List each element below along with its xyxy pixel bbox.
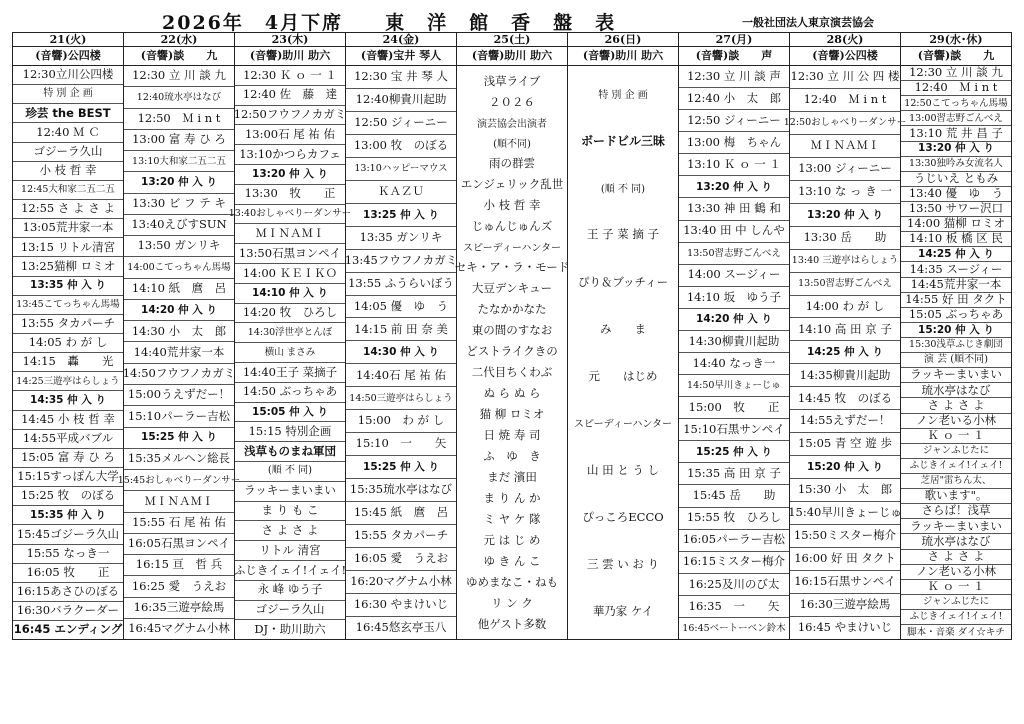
sound-staff: (音響)談 声	[679, 47, 789, 66]
program-row: 永 峰 ゆう子	[235, 581, 345, 601]
program-list	[346, 66, 456, 639]
program-row: 14:40 なっき一	[679, 353, 789, 375]
program-row: 13:40 田 中 しんや	[679, 221, 789, 243]
organization-name: 一般社団法人東京演芸協会	[742, 16, 874, 29]
performer-name: ぴっころECCO	[582, 509, 664, 524]
program-row: 16:25 愛 うえお	[124, 576, 234, 597]
sound-staff: (音響)公四楼	[13, 47, 123, 66]
sound-staff: (音響)助川 助六	[235, 47, 345, 66]
program-row: ふじきイェイ!イェイ!	[235, 561, 345, 581]
program-row: 15:00うえずだー！	[124, 385, 234, 406]
program-row: 12:40柳貴川起助	[346, 89, 456, 112]
program-row: 15:10パーラー吉松	[124, 406, 234, 427]
performer-name: み ま	[600, 321, 646, 336]
performer-name: 小 枝 哲 幸	[483, 197, 541, 212]
sound-staff: (音響)助川 助六	[568, 47, 678, 66]
program-row: 12:50おしゃべりーダンサー	[790, 112, 900, 135]
program-row: 16:45ベートーベン鈴木	[682, 622, 786, 634]
performer-name: 他ゲスト多数	[477, 617, 547, 632]
program-row: ゴジーラ久山	[235, 601, 345, 621]
program-row: 12:30 宝 井 琴 人	[346, 66, 456, 89]
program-row: 演 芸 (順不同)	[901, 353, 1011, 368]
program-row: 16:00 好 田 タクト	[790, 548, 900, 571]
program-row: 15:50ミスター梅介	[790, 525, 900, 548]
program-row: 15:45おしゃべりーダンサー	[124, 470, 234, 491]
day-column	[228, 33, 352, 639]
program-row: ふじきイェイ!イェイ!	[901, 610, 1011, 625]
performer-name: ボードビル三昧	[580, 133, 665, 148]
program-row: 15:05 ぶっちゃあ	[901, 308, 1011, 323]
intermission-row: 14:35 仲 入 り	[13, 391, 123, 410]
intermission-row: 13:20 仲 入 り	[235, 165, 345, 185]
program-row: 16:45マグナム小林	[128, 621, 230, 636]
program-row: 浅草ものまね軍団	[235, 442, 345, 462]
performer-name: まだ 濱田	[487, 470, 537, 485]
performer-name: 三 雲 い お り	[586, 557, 660, 572]
performer-name: ２０２６	[489, 94, 535, 109]
program-row: 14:40石 尾 祐 佑	[346, 364, 456, 387]
program-row: 13:45フウフノカガミ	[346, 250, 456, 273]
program-row: 15:55 石 尾 祐 佑	[124, 513, 234, 534]
intermission-row: 15:25 仲 入 り	[346, 456, 456, 479]
performer-name: (順 不 同)	[600, 184, 646, 196]
intermission-row: 14:30 仲 入 り	[346, 341, 456, 364]
program-row: 14:00こてっちゃん馬場	[124, 257, 234, 278]
day-date: 23(木)	[235, 33, 345, 47]
program-row: 14:25三遊亭はらしょう	[13, 372, 123, 391]
program-row: 13:10 荒 井 昌 子	[901, 126, 1011, 141]
program-row: 15:35琉水亭はなび	[346, 479, 456, 502]
performer-name: 王 子 菜 摘 子	[586, 227, 660, 242]
performer-name: ゆめまなこ・ねも	[466, 575, 558, 590]
program-row: うじいえ ともみ	[901, 172, 1011, 187]
day-date: 22(水)	[124, 33, 234, 47]
special-program	[454, 66, 570, 639]
program-row: 13:00 梅 ちゃん	[679, 132, 789, 154]
program-row: 12:40 Ｍ i n t	[790, 89, 900, 112]
performer-name: スピーディーハンター	[463, 242, 561, 254]
program-row: 12:40 小 太 郎	[679, 88, 789, 110]
program-row: 12:30 立 川 談 九	[124, 66, 234, 87]
day-column	[900, 33, 1011, 639]
program-row: 15:25 牧 のぼる	[13, 487, 123, 506]
program-row: 脚本・音楽 ダイ☆キチ	[907, 626, 1005, 638]
day-date: 25(土)	[457, 33, 567, 47]
performer-name: ミ ヤ ケ 隊	[483, 512, 541, 527]
program-row: 16:05 愛 うえお	[346, 548, 456, 571]
program-row: 16:15 亘 哲 兵	[124, 555, 234, 576]
program-row: (順 不 同)	[235, 462, 345, 482]
performer-name: ぴり＆ブッチィー	[577, 274, 669, 289]
performer-name: 雨の群雲	[489, 155, 535, 170]
intermission-row: 15:20 仲 入 り	[901, 323, 1011, 338]
day-column	[567, 33, 678, 639]
program-row: 13:30 神 田 鶴 和	[679, 198, 789, 220]
program-row: 13:40 三遊亭はらしょう	[790, 250, 900, 273]
program-row: 15:10 一 矢	[346, 433, 456, 456]
program-row: 14:10 坂 ゆう子	[679, 287, 789, 309]
performer-name: リ ン ク	[491, 596, 533, 611]
intermission-row: 14:10 仲 入 り	[235, 284, 345, 304]
program-row: 14:10 板 橋 区 民	[901, 232, 1011, 247]
program-row: 13:00 牧 のぼる	[346, 135, 456, 158]
intermission-row: 15:20 仲 入 り	[790, 456, 900, 479]
program-row: 16:25及川のび太	[679, 574, 789, 596]
program-row: 14:50フウフノカガミ	[124, 364, 234, 385]
day-column	[345, 33, 456, 639]
program-row: 16:15あさひのぼる	[13, 583, 123, 602]
program-row: 14:30 小 太 郎	[124, 321, 234, 342]
program-row: 14:00 猫柳 ロミオ	[901, 217, 1011, 232]
program-row: ＫＡＺＵ	[346, 181, 456, 204]
program-row: 12:30 立 川 公 四 楼	[790, 66, 900, 89]
program-row: 13:25猫柳 ロミオ	[13, 257, 123, 276]
day-column	[783, 33, 907, 639]
intermission-row: 14:20 仲 入 り	[679, 309, 789, 331]
performer-name: 華乃家 ケイ	[592, 604, 654, 619]
performer-name: どストライクきの	[466, 343, 558, 358]
intermission-row: 14:20 仲 入 り	[124, 300, 234, 321]
program-row: 琉水亭はなび	[901, 534, 1011, 549]
program-row: 15:30浅草ふじき劇団	[901, 338, 1011, 353]
program-row: 14:00 ＫＥＩＫＯ	[235, 264, 345, 284]
program-row: ま り も こ	[235, 502, 345, 522]
program-row: 14:50三遊亭はらしょう	[346, 387, 456, 410]
program-row: Ｋ ｏ 一 １	[901, 580, 1011, 595]
performer-name: エンジェリック乱世	[460, 176, 564, 191]
program-row: 16:15ミスター梅介	[679, 552, 789, 574]
program-row: ノン老いる小林	[901, 565, 1011, 580]
program-row: 15:35メルヘン総長	[124, 449, 234, 470]
program-row: 13:10大和家二五二五	[124, 151, 234, 172]
program-row: 13:50 サワー沢口	[901, 202, 1011, 217]
day-date: 27(月)	[679, 33, 789, 47]
program-row: 15:10石黒サンペイ	[679, 419, 789, 441]
program-row: ジャンふじたに	[901, 444, 1011, 459]
program-row: 13:10 Ｋ ｏ 一 １	[679, 154, 789, 176]
program-row: 16:45 やまけいじ	[797, 620, 893, 635]
program-row: 14:10 高 田 京 子	[790, 318, 900, 341]
program-row: 13:00習志野ごんべえ	[901, 111, 1011, 126]
program-row: 小 枝 哲 幸	[13, 162, 123, 181]
program-row: 15:35 高 田 京 子	[679, 463, 789, 485]
program-row: 13:10ハッピーマウス	[346, 158, 456, 181]
program-row: 13:45こてっちゃん馬場	[13, 296, 123, 315]
program-row: 特 別 企 画	[13, 85, 123, 104]
program-row: 13:10かつらカフェ	[235, 145, 345, 165]
program-row: ラッキーまいまい	[901, 519, 1011, 534]
program-row: 16:45 エンディング	[13, 622, 123, 637]
program-row: 15:45ゴジーラ久山	[13, 525, 123, 544]
program-row: 15:55 牧 ひろし	[679, 508, 789, 530]
sound-staff: (音響)公四楼	[790, 47, 900, 66]
program-list	[679, 66, 789, 639]
program-row: 15:40早川きょーじゅ	[790, 502, 900, 525]
program-row: 14:55えずだー！	[790, 410, 900, 433]
performer-name: 東の間のすなお	[471, 322, 553, 337]
performer-name: ま り ん か	[483, 491, 541, 506]
program-row: 歌います"。	[901, 489, 1011, 504]
program-row: 14:35 スージィー	[901, 262, 1011, 277]
performer-name: 二代目ちくわぶ	[471, 364, 553, 379]
program-row: 15:15 特別企画	[235, 422, 345, 442]
program-row: ジャンふじたに	[901, 595, 1011, 610]
program-row: 16:05 牧 正	[13, 564, 123, 583]
program-row: 14:20 牧 ひろし	[235, 304, 345, 324]
program-row: 16:35三遊亭絵馬	[124, 598, 234, 619]
day-date: 24(金)	[346, 33, 456, 47]
day-date: 26(日)	[568, 33, 678, 47]
performer-name: ふ ゆ き	[483, 449, 541, 464]
program-row: ラッキーまいまい	[901, 368, 1011, 383]
program-row: 14:45 牧 のぼる	[790, 387, 900, 410]
program-row: 14:15 轟 光	[13, 353, 123, 372]
program-row: 13:05荒井家一本	[13, 219, 123, 238]
program-row: 13:40おしゃべりーダンサー	[235, 205, 345, 225]
program-row: 16:15石黒サンペイ	[790, 571, 900, 594]
intermission-row: 14:25 仲 入 り	[901, 247, 1011, 262]
program-list	[228, 66, 352, 639]
program-row: 16:45悠玄亭玉八	[355, 620, 447, 635]
program-row: さ よ さ よ	[235, 521, 345, 541]
day-date: 21(火)	[13, 33, 123, 47]
program-row: 14:00 スージィー	[679, 265, 789, 287]
performer-name: 元 は じ め	[483, 533, 541, 548]
program-row: 15:55 タカパーチ	[346, 525, 456, 548]
program-row: Ｋ ｏ 一 １	[901, 429, 1011, 444]
program-row: 珍芸 the BEST	[13, 104, 123, 123]
sound-staff: (音響)宝井 琴人	[346, 47, 456, 66]
day-column	[117, 33, 241, 639]
program-row: 16:30 やまけいじ	[346, 594, 456, 617]
program-row: 14:50早川きょーじゅ	[679, 375, 789, 397]
program-row: 横山 まさみ	[235, 343, 345, 363]
program-row: 13:10 な っ き 一	[790, 181, 900, 204]
intermission-row: 15:35 仲 入 り	[13, 506, 123, 525]
program-row: ノン老いる小林	[901, 414, 1011, 429]
program-row: DJ・助川助六	[254, 621, 326, 636]
performer-name: 日 焼 寿 司	[483, 428, 541, 443]
page-title: 2026年 4月下席 東 洋 館 香 盤 表	[162, 12, 617, 34]
program-row: 13:40えびすSUN	[124, 215, 234, 236]
intermission-row: 13:35 仲 入 り	[13, 277, 123, 296]
program-row: 13:30 岳 助	[790, 227, 900, 250]
program-row: 12:50こてっちゃん馬場	[901, 96, 1011, 111]
program-row: 12:50 ジィーニー	[346, 112, 456, 135]
program-row: 14:40王子 菜摘子	[235, 363, 345, 383]
day-column	[454, 33, 570, 639]
performer-name: ぬ ら ぬ ら	[483, 385, 541, 400]
performer-name: 猫 柳 ロミオ	[479, 407, 545, 422]
program-row: 16:30バラクーダー	[13, 602, 123, 621]
program-row: リトル 清宮	[235, 541, 345, 561]
program-row: 15:05 青 空 遊 歩	[790, 433, 900, 456]
program-row: 14:50 ぶっちゃあ	[235, 383, 345, 403]
program-row: 14:55 好 田 タクト	[901, 293, 1011, 308]
program-row: さ よ さ よ	[901, 550, 1011, 565]
intermission-row: 13:20 仲 入 り	[790, 204, 900, 227]
program-row: ＭＩＮＡＭＩ	[124, 491, 234, 512]
program-row: 14:30浮世亭とんぼ	[235, 323, 345, 343]
program-row: 15:05 富 寿 ひ ろ	[13, 449, 123, 468]
performer-name: 特 別 企 画	[598, 89, 648, 101]
day-column	[13, 33, 123, 639]
performer-name: たなかかなた	[477, 301, 547, 316]
program-row: 12:50フウフノカガミ	[235, 106, 345, 126]
program-row: 15:55 なっき一	[13, 545, 123, 564]
program-row: 15:30 小 太 郎	[790, 479, 900, 502]
performer-name: じゅんじゅんズ	[471, 218, 553, 233]
program-row: 14:45荒井家一本	[901, 278, 1011, 293]
program-row: 14:35柳貴川起助	[790, 364, 900, 387]
program-row: 15:45 岳 助	[679, 485, 789, 507]
program-row: 15:00 わ が し	[346, 410, 456, 433]
program-row: 13:50習志野ごんべえ	[790, 273, 900, 296]
program-row: ふじきイェイ!イェイ!	[901, 459, 1011, 474]
performer-name: (順不同)	[493, 138, 531, 150]
sound-staff: (音響)助川 助六	[457, 47, 567, 66]
program-row: 12:50 ジィーニー	[679, 110, 789, 132]
program-list	[783, 66, 907, 639]
program-row: 14:05 優 ゆ う	[346, 296, 456, 319]
program-row: 12:40琉水亭はなび	[124, 87, 234, 108]
program-row: 12:50 Ｍ i n t	[124, 109, 234, 130]
intermission-row: 13:20 仲 入 り	[679, 176, 789, 198]
program-row: 14:55平成バブル	[13, 430, 123, 449]
program-row: 16:20マグナム小林	[346, 571, 456, 594]
page-header	[12, 6, 1012, 32]
performer-name: 山 田 と う し	[586, 462, 660, 477]
program-list	[117, 66, 241, 639]
program-row: ゴジーラ久山	[13, 143, 123, 162]
intermission-row: 15:25 仲 入 り	[679, 441, 789, 463]
program-row: 13:00 富 寿 ひ ろ	[124, 130, 234, 151]
program-row: 12:55 さ よ さ よ	[13, 200, 123, 219]
program-row: 13:30 ビ フ テ キ	[124, 194, 234, 215]
program-row: 14:15 前 田 奈 美	[346, 318, 456, 341]
program-row: 14:30柳貴川起助	[679, 331, 789, 353]
performer-name: ゆ き ん こ	[483, 554, 541, 569]
program-row: 12:40 Ｍ Ｃ	[13, 123, 123, 142]
sound-staff: (音響)談 九	[901, 47, 1011, 66]
program-row: 琉水亭はなび	[901, 383, 1011, 398]
intermission-row: 15:05 仲 入 り	[235, 403, 345, 423]
sound-staff: (音響)談 九	[124, 47, 234, 66]
program-row: 14:45 小 枝 哲 幸	[13, 411, 123, 430]
program-row: 12:30 立 川 談 九	[901, 66, 1011, 81]
program-row: 12:30 Ｋ ｏ 一 １	[235, 66, 345, 86]
performer-name: 演芸協会出演者	[477, 118, 547, 130]
program-row: 15:15すっぽん大学	[13, 468, 123, 487]
program-row: 12:40 Ｍ i n t	[901, 81, 1011, 96]
program-row: 13:00石 尾 祐 佑	[235, 125, 345, 145]
program-row: ＭＩＮＡＭＩ	[235, 224, 345, 244]
program-row: 13:30 牧 正	[235, 185, 345, 205]
program-row: 14:40荒井家一本	[124, 342, 234, 363]
intermission-row: 13:20 仲 入 り	[124, 172, 234, 193]
schedule-table	[12, 32, 1012, 640]
intermission-row: 13:20 仲 入 り	[901, 142, 1011, 157]
program-row: さらば！浅草	[901, 504, 1011, 519]
performer-name: 元 はじめ	[588, 369, 658, 384]
special-program	[568, 66, 678, 639]
program-row: 13:55 タカパーチ	[13, 315, 123, 334]
program-row: 13:15 リトル清宮	[13, 238, 123, 257]
performer-name: 浅草ライブ	[483, 73, 541, 88]
program-row: ＭＩＮＡＭＩ	[790, 135, 900, 158]
program-row: ラッキーまいまい	[235, 482, 345, 502]
performer-name: スピーディーハンター	[574, 419, 672, 431]
day-column	[678, 33, 789, 639]
program-row: 12:30立川公四楼	[13, 66, 123, 85]
program-row: 12:40 佐 藤 達	[235, 86, 345, 106]
program-row: 16:30三遊亭絵馬	[790, 594, 900, 617]
day-date: 28(火)	[790, 33, 900, 47]
intermission-row: 14:25 仲 入 り	[790, 341, 900, 364]
program-row: 14:00 わ が し	[790, 296, 900, 319]
program-row: 13:30独吟み女流名人	[901, 157, 1011, 172]
program-row: さ よ さ よ	[901, 398, 1011, 413]
program-row: 13:50 ガンリキ	[124, 236, 234, 257]
program-row: 15:00 牧 正	[679, 397, 789, 419]
program-row: 芝居"雷ちん太、	[901, 474, 1011, 489]
intermission-row: 13:25 仲 入 り	[346, 204, 456, 227]
program-row: 15:45 紙 麿 呂	[346, 502, 456, 525]
program-row: 16:05パーラー吉松	[679, 530, 789, 552]
program-row: 13:55 ふうらいぼう	[346, 273, 456, 296]
program-row: 12:45大和家二五二五	[13, 181, 123, 200]
intermission-row: 15:25 仲 入 り	[124, 428, 234, 449]
day-date: 29(水･休)	[901, 33, 1011, 47]
program-row: 14:10 紙 麿 呂	[124, 279, 234, 300]
program-row: 13:50石黒ヨンペイ	[235, 244, 345, 264]
performer-name: 大豆デンキュー	[471, 280, 553, 295]
program-row: 13:40 優 ゆ う	[901, 187, 1011, 202]
program-row: 13:35 ガンリキ	[346, 227, 456, 250]
program-row: 12:30 立 川 談 声	[679, 66, 789, 88]
program-row: 13:50習志野ごんべえ	[679, 243, 789, 265]
performer-name: セキ・ア・ラ・モード	[454, 259, 570, 274]
program-row: 16:35 一 矢	[679, 596, 789, 618]
program-row: 16:05石黒ヨンペイ	[124, 534, 234, 555]
program-row: 14:05 わ が し	[13, 334, 123, 353]
program-list	[13, 66, 123, 639]
program-list	[901, 66, 1011, 639]
program-row: 13:00 ジィーニー	[790, 158, 900, 181]
